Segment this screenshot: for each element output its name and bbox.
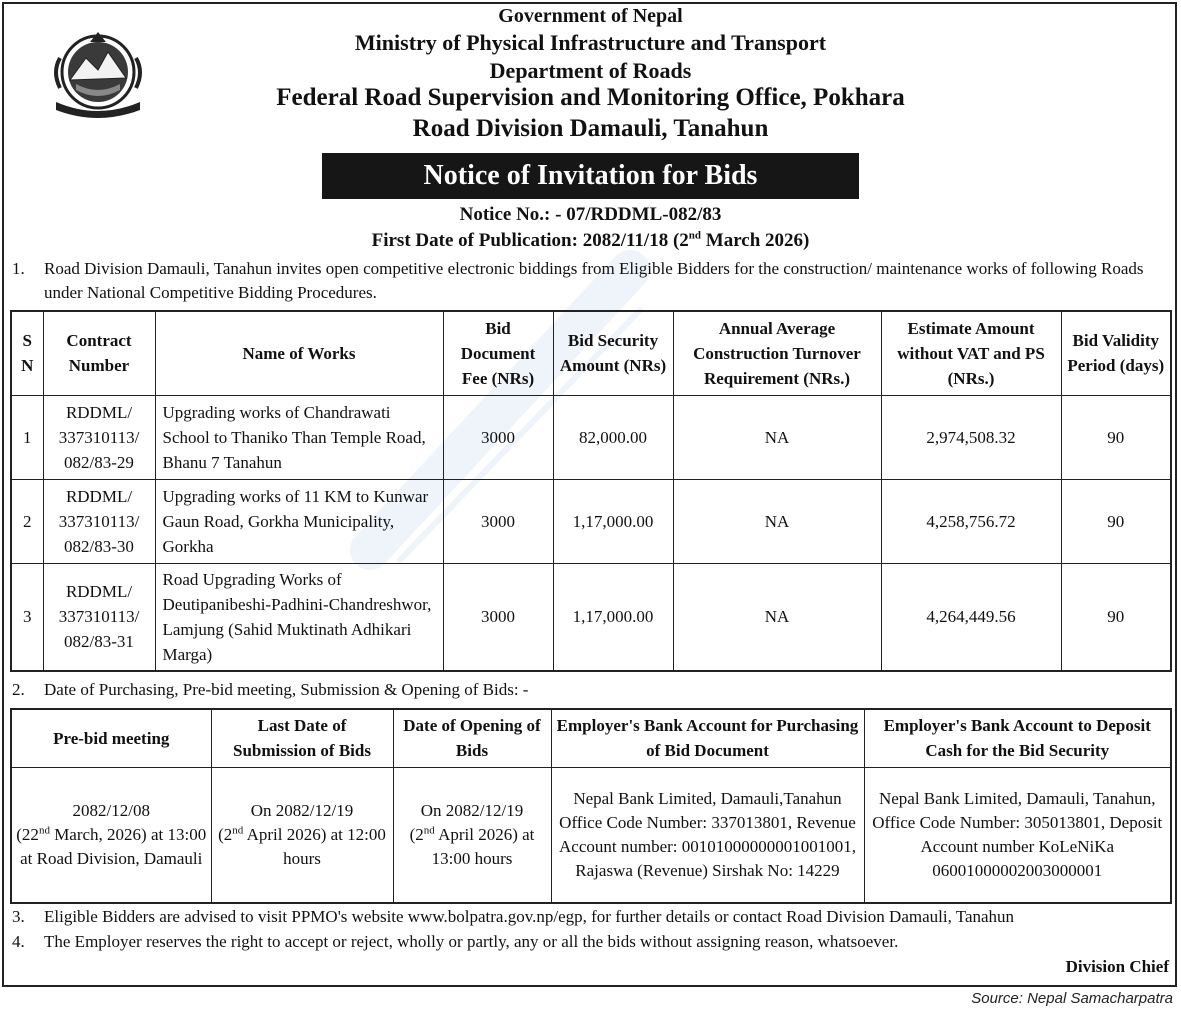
col-contract-number: Contract Number xyxy=(43,311,155,395)
table-header-row xyxy=(11,311,1171,395)
col-bid-document-fee: Bid Document Fee (NRs) xyxy=(443,311,553,395)
paragraph-1 xyxy=(12,257,1172,305)
col-estimate: Estimate Amount without VAT and PS (NRs.) xyxy=(881,311,1061,395)
department-heading: Department of Roads xyxy=(489,58,692,83)
publication-date-suffix: March 2026) xyxy=(701,230,810,251)
paragraph-number: 1. xyxy=(12,259,25,278)
col-bid-security: Bid Security Amount (NRs) xyxy=(553,311,673,395)
paragraph-number: 3. xyxy=(12,907,25,926)
cell-contract: RDDML/ 337310113/ 082/83-30 xyxy=(43,479,155,563)
cell-turnover: NA xyxy=(673,479,881,563)
cell-estimate: 4,258,756.72 xyxy=(881,479,1061,563)
opening-post: April 2026) at 13:00 hours xyxy=(431,824,535,868)
prebid-line1: 2082/12/08 xyxy=(72,800,150,820)
paragraph-2 xyxy=(12,678,1172,702)
opening-pre: (2 xyxy=(409,824,424,844)
col-purchase-account: Employer's Bank Account for Purchasing of Bid Document xyxy=(551,709,864,767)
cell-turnover: NA xyxy=(673,395,881,479)
ministry-heading: Ministry of Physical Infrastructure and Transport xyxy=(354,30,827,55)
table-row xyxy=(11,767,1171,903)
prebid-sup: nd xyxy=(38,824,50,837)
source-credit: Source: Nepal Samacharpatra xyxy=(971,990,1173,1007)
paragraph-number: 4. xyxy=(12,932,25,951)
table-row xyxy=(11,395,1171,479)
cell-contract: RDDML/ 337310113/ 082/83-29 xyxy=(43,395,155,479)
prebid-pre: (22 xyxy=(16,824,39,844)
table-row xyxy=(11,563,1171,671)
cell-sn: 1 xyxy=(11,395,43,479)
cell-name: Upgrading works of Chandrawati School to Thaniko Than Temple Road, Bhanu 7 Tanahun xyxy=(155,395,443,479)
cell-validity: 90 xyxy=(1061,479,1171,563)
dates-table xyxy=(10,708,1172,904)
cell-fee: 3000 xyxy=(443,479,553,563)
paragraph-text: Date of Purchasing, Pre-bid meeting, Submission & Opening of Bids: - xyxy=(44,680,529,699)
signature-division-chief: Division Chief xyxy=(1065,957,1169,976)
cell-opening xyxy=(393,767,551,903)
submission-pre: (2 xyxy=(218,824,233,844)
opening-sup: nd xyxy=(423,824,435,837)
cell-security-account: Nepal Bank Limited, Damauli, Tanahun, Office Code Number: 305013801, Deposit Account number KoLeNiKa 06001000002003000001 xyxy=(864,767,1171,903)
cell-estimate: 4,264,449.56 xyxy=(881,563,1061,671)
col-name-of-works: Name of Works xyxy=(155,311,443,395)
cell-name: Upgrading works of 11 KM to Kunwar Gaun Road, Gorkha Municipality, Gorkha xyxy=(155,479,443,563)
cell-prebid xyxy=(11,767,211,903)
cell-sn: 3 xyxy=(11,563,43,671)
cell-estimate: 2,974,508.32 xyxy=(881,395,1061,479)
col-security-account: Employer's Bank Account to Deposit Cash for the Bid Security xyxy=(864,709,1171,767)
cell-fee: 3000 xyxy=(443,395,553,479)
col-turnover: Annual Average Construction Turnover Requirement (NRs.) xyxy=(673,311,881,395)
table-row xyxy=(11,479,1171,563)
cell-validity: 90 xyxy=(1061,563,1171,671)
cell-sn: 2 xyxy=(11,479,43,563)
col-last-submission: Last Date of Submission of Bids xyxy=(211,709,393,767)
cell-security: 1,17,000.00 xyxy=(553,563,673,671)
cell-turnover: NA xyxy=(673,563,881,671)
col-prebid-meeting: Pre-bid meeting xyxy=(11,709,211,767)
government-heading: Government of Nepal xyxy=(498,5,683,27)
cell-contract: RDDML/ 337310113/ 082/83-31 xyxy=(43,563,155,671)
paragraph-number: 2. xyxy=(12,680,25,699)
publication-date-prefix: First Date of Publication: 2082/11/18 (2 xyxy=(371,230,689,251)
division-heading: Road Division Damauli, Tanahun xyxy=(412,115,769,142)
paragraph-text: The Employer reserves the right to accept or reject, wholly or partly, any or all the bids without assigning reason, whatsoever. xyxy=(44,932,899,951)
paragraph-text: Road Division Damauli, Tanahun invites open competitive electronic biddings from Eligible Bidders for the construction/ maintenance works of following Roads under National Competitive Bidding Procedures. xyxy=(44,259,1144,302)
publication-date xyxy=(0,230,1181,252)
cell-name: Road Upgrading Works of Deutipanibeshi-Padhini-Chandreshwor, Lamjung (Sahid Muktinath Adhikari Marga) xyxy=(155,563,443,671)
cell-validity: 90 xyxy=(1061,395,1171,479)
table-header-row xyxy=(11,709,1171,767)
paragraph-4 xyxy=(12,930,1172,954)
paragraph-3 xyxy=(12,905,1172,929)
prebid-post: March, 2026) at 13:00 at Road Division, Damauli xyxy=(20,824,207,868)
cell-submission xyxy=(211,767,393,903)
notice-title: Notice of Invitation for Bids xyxy=(322,153,859,199)
works-table xyxy=(10,310,1172,672)
cell-security: 82,000.00 xyxy=(553,395,673,479)
col-sn: S N xyxy=(11,311,43,395)
cell-purchase-account: Nepal Bank Limited, Damauli,Tanahun Office Code Number: 337013801, Revenue Account number: 00101000000001001001, Rajaswa (Revenue) Sirshak No: 14229 xyxy=(551,767,864,903)
publication-date-sup: nd xyxy=(688,229,702,242)
opening-line1: On 2082/12/19 xyxy=(420,800,524,820)
col-validity: Bid Validity Period (days) xyxy=(1061,311,1171,395)
notice-number: Notice No.: - 07/RDDML-082/83 xyxy=(459,204,722,225)
paragraph-text: Eligible Bidders are advised to visit PPMO's website www.bolpatra.gov.np/egp, for further details or contact Road Division Damauli, Tanahun xyxy=(44,907,1015,926)
submission-line1: On 2082/12/19 xyxy=(250,800,354,820)
cell-fee: 3000 xyxy=(443,563,553,671)
col-opening-date: Date of Opening of Bids xyxy=(393,709,551,767)
cell-security: 1,17,000.00 xyxy=(553,479,673,563)
submission-sup: nd xyxy=(232,824,244,837)
federal-office-heading: Federal Road Supervision and Monitoring Office, Pokhara xyxy=(276,84,905,111)
submission-post: April 2026) at 12:00 hours xyxy=(243,824,386,868)
